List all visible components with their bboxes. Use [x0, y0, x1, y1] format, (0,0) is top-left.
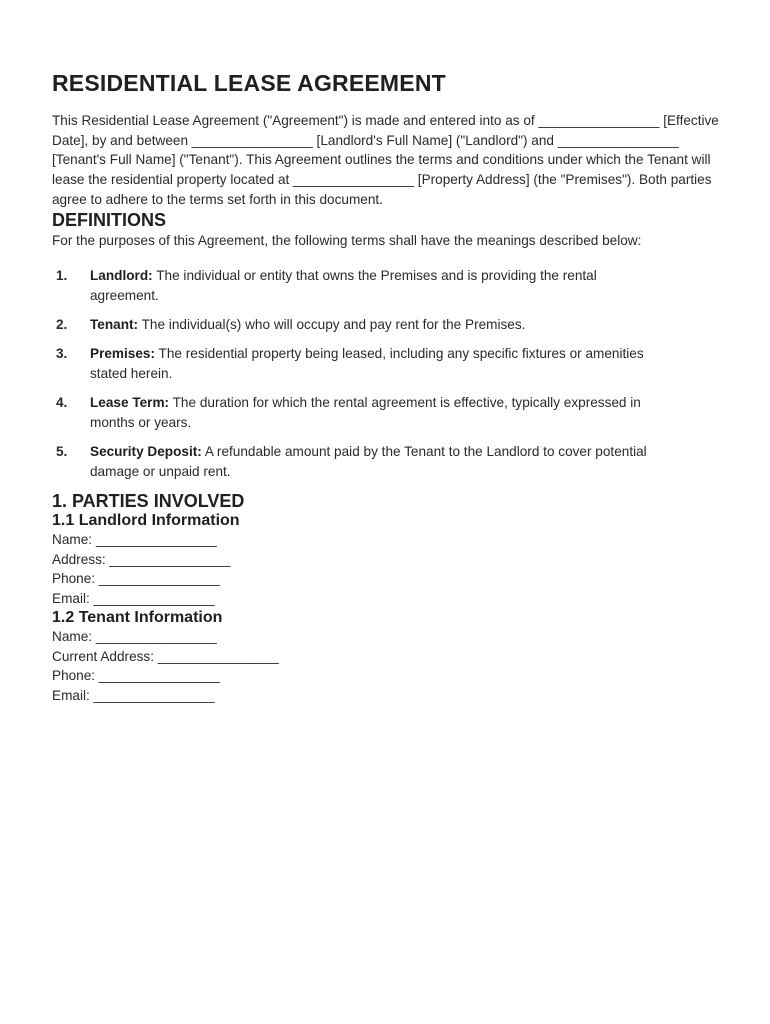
- intro-paragraph: This Residential Lease Agreement ("Agreement") is made and entered into as of ________________ [Effective Date], by and between ________________ [Landlord's Full Name] ("Landlord") and ________________ [Tenant's Full Name] ("Tenant"). This Agreement outlines the terms and conditions under which the Tenant will lease the residential property located at ________________ [Property Address] (the "Premises"). Both parties agree to adhere to the terms set forth in this document.: [52, 113, 719, 207]
- definition-text: The individual(s) who will occupy and pay rent for the Premises.: [141, 317, 526, 333]
- landlord-phone-field: Phone: ________________: [52, 571, 220, 587]
- definition-text: The residential property being leased, including any specific fixtures or amenities stated herein.: [90, 346, 644, 382]
- definition-term: Lease Term:: [90, 395, 170, 411]
- definition-item-lease-term: [52, 393, 720, 432]
- parties-heading: 1. PARTIES INVOLVED: [52, 491, 245, 512]
- definition-number: 2.: [56, 317, 68, 333]
- definition-body: [90, 315, 720, 335]
- tenant-email-field: Email: ________________: [52, 687, 215, 703]
- tenant-address-field: Current Address: ________________: [52, 648, 279, 664]
- definition-body: [90, 442, 720, 481]
- tenant-fields: [52, 627, 720, 706]
- definitions-list: [52, 266, 720, 481]
- landlord-address-field: Address: ________________: [52, 551, 231, 567]
- landlord-email-field: Email: ________________: [52, 591, 215, 607]
- definition-text: The duration for which the rental agreement is effective, typically expressed in months or years.: [90, 395, 641, 430]
- tenant-info-heading: 1.2 Tenant Information: [52, 608, 223, 626]
- definition-body: [90, 266, 720, 305]
- landlord-info-heading: 1.1 Landlord Information: [52, 512, 240, 530]
- definition-number: 5.: [56, 444, 68, 460]
- definition-number: 3.: [56, 346, 68, 362]
- definition-term: Landlord:: [90, 268, 153, 284]
- definition-term: Tenant:: [90, 317, 139, 333]
- definition-body: [90, 393, 720, 432]
- definition-text: The individual or entity that owns the Premises and is providing the rental agreement.: [90, 268, 597, 303]
- definition-item-security-deposit: [52, 442, 720, 481]
- definition-term: Premises:: [90, 346, 155, 362]
- definition-item-landlord: [52, 266, 720, 305]
- tenant-phone-field: Phone: ________________: [52, 668, 220, 684]
- landlord-fields: [52, 530, 720, 609]
- document-title: RESIDENTIAL LEASE AGREEMENT: [52, 70, 446, 96]
- definition-text: A refundable amount paid by the Tenant to the Landlord to cover potential damage or unpaid rent.: [90, 444, 647, 479]
- definition-term: Security Deposit:: [90, 444, 202, 460]
- landlord-name-field: Name: ________________: [52, 532, 217, 548]
- tenant-name-field: Name: ________________: [52, 628, 217, 644]
- definition-body: [90, 344, 720, 383]
- definition-number: 1.: [56, 268, 68, 284]
- definition-number: 4.: [56, 395, 68, 411]
- definition-item-premises: [52, 344, 720, 383]
- definitions-heading: DEFINITIONS: [52, 209, 167, 230]
- definition-item-tenant: [52, 315, 720, 335]
- definitions-intro: For the purposes of this Agreement, the following terms shall have the meanings described below:: [52, 232, 642, 248]
